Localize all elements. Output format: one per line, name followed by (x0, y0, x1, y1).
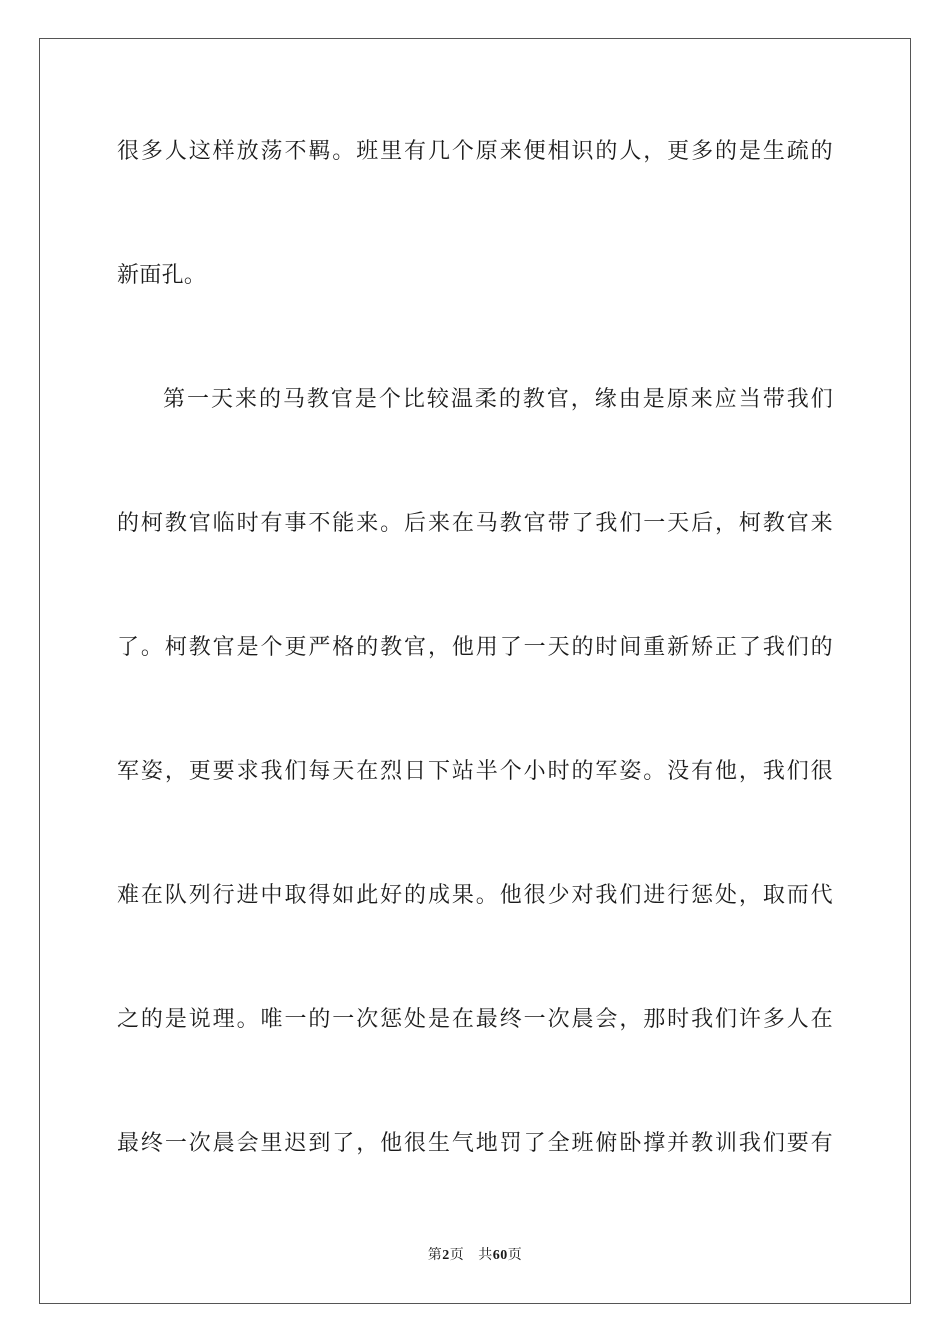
text-line: 很多人这样放荡不羁。班里有几个原来便相识的人，更多的是生疏的 (117, 139, 833, 164)
total-suffix: 页 (507, 1247, 523, 1263)
page-prefix: 第 (427, 1247, 443, 1263)
page-number: 2 (442, 1248, 450, 1263)
text-line: 新面孔。 (117, 263, 207, 288)
page-suffix: 页 (449, 1247, 465, 1263)
text-line: 的柯教官临时有事不能来。后来在马教官带了我们一天后，柯教官来 (117, 511, 833, 536)
text-line: 之的是说理。唯一的一次惩处是在最终一次晨会，那时我们许多人在 (117, 1007, 833, 1032)
total-pages: 60 (492, 1248, 508, 1263)
page-footer (0, 1244, 950, 1264)
text-line: 军姿，更要求我们每天在烈日下站半个小时的军姿。没有他，我们很 (117, 759, 833, 784)
paragraph-first-line: 第一天来的马教官是个比较温柔的教官，缘由是原来应当带我们 (163, 387, 833, 412)
text-line: 了。柯教官是个更严格的教官，他用了一天的时间重新矫正了我们的 (117, 635, 833, 660)
text-line: 难在队列行进中取得如此好的成果。他很少对我们进行惩处，取而代 (117, 883, 833, 908)
total-prefix: 共 (478, 1247, 493, 1263)
text-line: 最终一次晨会里迟到了，他很生气地罚了全班俯卧撑并教训我们要有 (117, 1131, 833, 1156)
